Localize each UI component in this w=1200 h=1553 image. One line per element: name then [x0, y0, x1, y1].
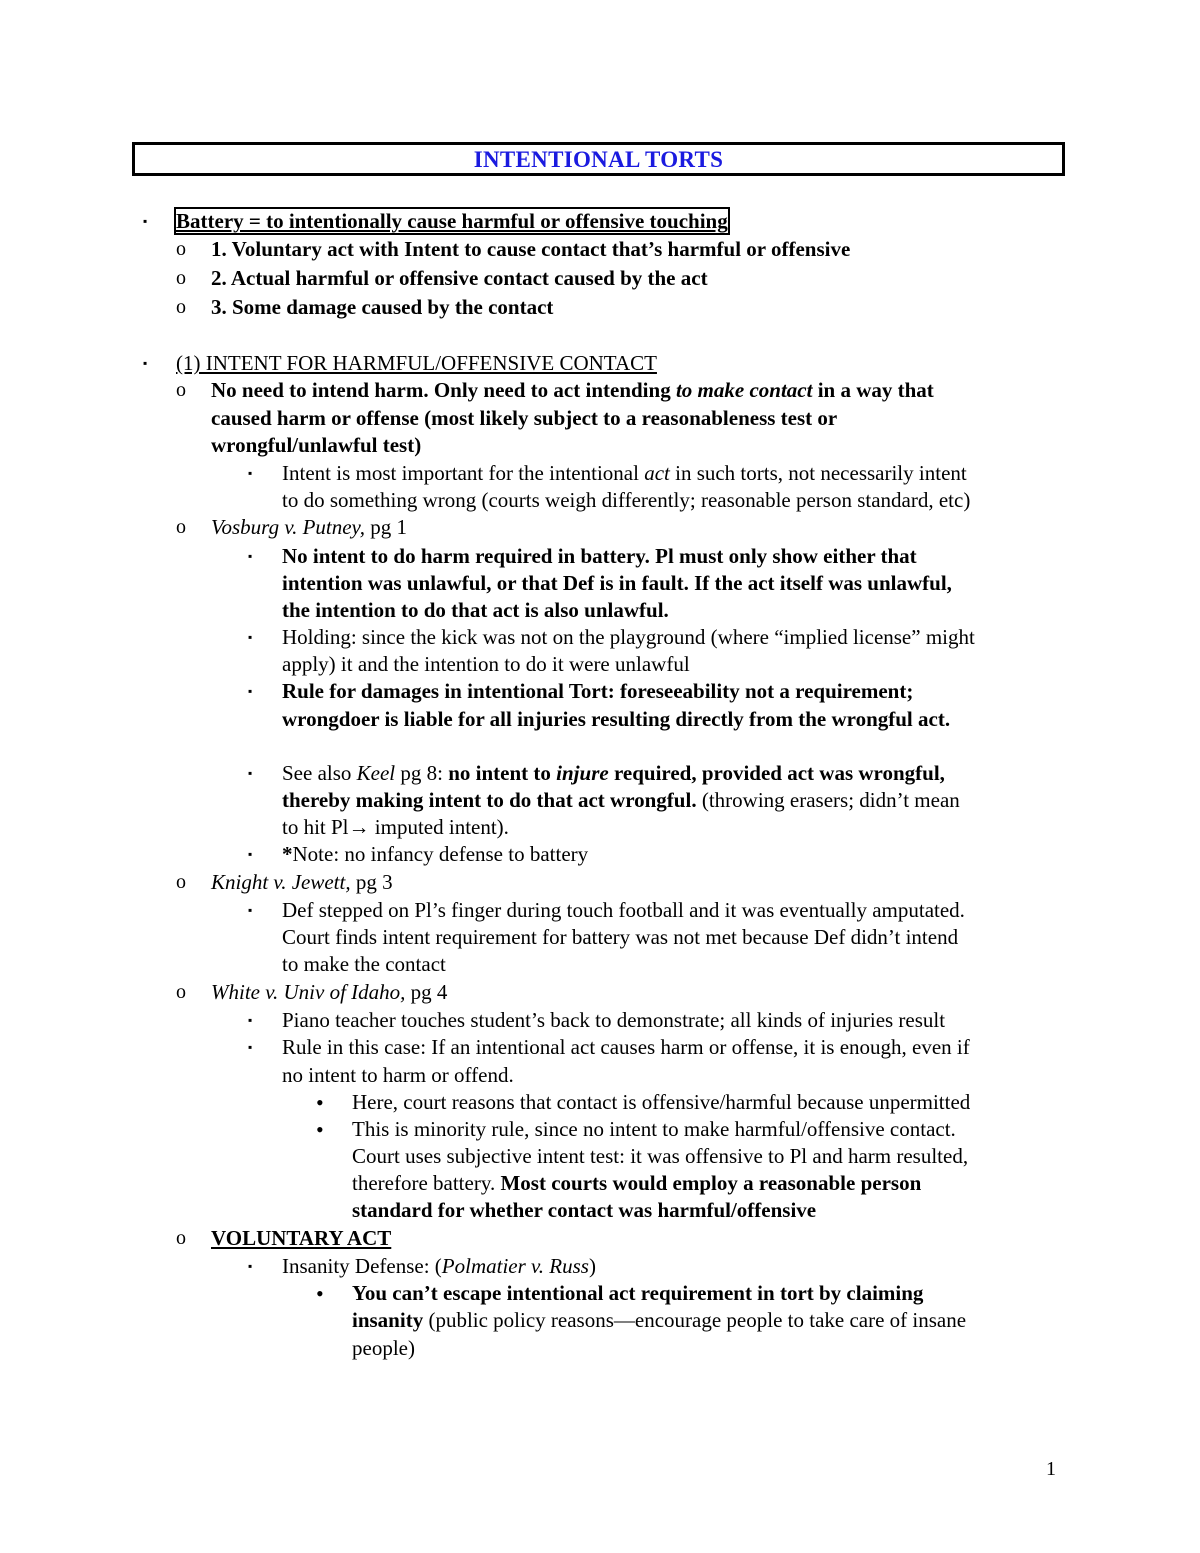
circle-bullet-icon: o: [176, 379, 186, 401]
vosburg-rule-1: No intent to do harm required in battery. Pl must only show either that: [282, 544, 917, 568]
knight-line-2: Court finds intent requirement for battery was not met because Def didn’t intend: [282, 925, 959, 949]
square-bullet-icon: ▪: [248, 1259, 253, 1273]
square-bullet-icon: ▪: [248, 1040, 253, 1054]
battery-heading: Battery = to intentionally cause harmful or offensive touching: [176, 209, 728, 233]
white-sub-1: Here, court reasons that contact is offensive/harmful because unpermitted: [352, 1090, 971, 1114]
square-bullet-icon: ▪: [143, 214, 148, 228]
square-bullet-icon: ▪: [143, 356, 148, 370]
square-bullet-icon: ▪: [248, 684, 253, 698]
battery-element-3: 3. Some damage caused by the contact: [211, 295, 554, 319]
page-title: INTENTIONAL TORTS: [473, 147, 724, 172]
square-bullet-icon: ▪: [248, 903, 253, 917]
vosburg-holding-1: Holding: since the kick was not on the playground (where “implied license” might: [282, 625, 975, 649]
circle-bullet-icon: o: [176, 267, 186, 289]
white-sub-2-line-4: standard for whether contact was harmful/offensive: [352, 1198, 817, 1222]
vosburg-damages-1: Rule for damages in intentional Tort: foreseeability not a requirement;: [282, 679, 914, 703]
circle-bullet-icon: o: [176, 871, 186, 893]
insanity-line-2: insanity (public policy reasons—encourage people to take care of insane: [352, 1308, 967, 1332]
white-sub-2-line-3: therefore battery. Most courts would employ a reasonable person: [352, 1171, 922, 1195]
dot-bullet-icon: •: [316, 1090, 324, 1115]
circle-bullet-icon: o: [176, 296, 186, 318]
square-bullet-icon: ▪: [248, 466, 253, 480]
knight-case: Knight v. Jewett, pg 3: [211, 870, 393, 894]
infancy-note: *Note: no infancy defense to battery: [282, 842, 589, 866]
square-bullet-icon: ▪: [248, 630, 253, 644]
white-rule-1: Rule in this case: If an intentional act causes harm or offense, it is enough, even if: [282, 1035, 970, 1059]
white-case: White v. Univ of Idaho, pg 4: [211, 980, 448, 1004]
circle-bullet-icon: o: [176, 1227, 186, 1249]
square-bullet-icon: ▪: [248, 766, 253, 780]
no-need-line-1: No need to intend harm. Only need to act intending to make contact in a way that: [211, 378, 934, 402]
square-bullet-icon: ▪: [248, 1013, 253, 1027]
battery-element-2: 2. Actual harmful or offensive contact caused by the act: [211, 266, 708, 290]
square-bullet-icon: ▪: [248, 847, 253, 861]
vosburg-rule-3: the intention to do that act is also unlawful.: [282, 598, 669, 622]
no-need-line-2: caused harm or offense (most likely subject to a reasonableness test or: [211, 406, 838, 430]
white-rule-2: no intent to harm or offend.: [282, 1063, 514, 1087]
square-bullet-icon: ▪: [248, 549, 253, 563]
no-need-line-3: wrongful/unlawful test): [211, 433, 422, 457]
intent-heading: (1) INTENT FOR HARMFUL/OFFENSIVE CONTACT: [176, 351, 657, 375]
white-sub-2-line-1: This is minority rule, since no intent to make harmful/offensive contact.: [352, 1117, 956, 1141]
vosburg-case: Vosburg v. Putney, pg 1: [211, 515, 407, 539]
keel-line-3: to hit Pl→ imputed intent).: [282, 815, 509, 839]
circle-bullet-icon: o: [176, 516, 186, 538]
insanity-defense: Insanity Defense: (Polmatier v. Russ): [282, 1254, 596, 1278]
intent-note-line-1: Intent is most important for the intentional act in such torts, not necessarily intent: [282, 461, 967, 485]
vosburg-rule-2: intention was unlawful, or that Def is in fault. If the act itself was unlawful,: [282, 571, 952, 595]
white-fact: Piano teacher touches student’s back to demonstrate; all kinds of injuries result: [282, 1008, 946, 1032]
title-box: [132, 142, 1065, 176]
battery-element-1: 1. Voluntary act with Intent to cause contact that’s harmful or offensive: [211, 237, 851, 261]
page-number: 1: [1046, 1458, 1056, 1480]
circle-bullet-icon: o: [176, 238, 186, 260]
dot-bullet-icon: •: [316, 1281, 324, 1306]
keel-line-2: thereby making intent to do that act wrongful. (throwing erasers; didn’t mean: [282, 788, 960, 812]
knight-line-3: to make the contact: [282, 952, 446, 976]
knight-line-1: Def stepped on Pl’s finger during touch football and it was eventually amputated.: [282, 898, 965, 922]
vosburg-holding-2: apply) it and the intention to do it were unlawful: [282, 652, 690, 676]
circle-bullet-icon: o: [176, 981, 186, 1003]
arrow-icon: →: [348, 815, 370, 839]
vosburg-damages-2: wrongdoer is liable for all injuries resulting directly from the wrongful act.: [282, 707, 951, 731]
voluntary-act-heading: VOLUNTARY ACT: [211, 1226, 392, 1250]
dot-bullet-icon: •: [316, 1117, 324, 1142]
keel-line-1: See also Keel pg 8: no intent to injure required, provided act was wrongful,: [282, 761, 945, 785]
insanity-line-3: people): [352, 1336, 415, 1360]
intent-note-line-2: to do something wrong (courts weigh differently; reasonable person standard, etc): [282, 488, 971, 512]
insanity-line-1: You can’t escape intentional act requirement in tort by claiming: [352, 1281, 924, 1305]
white-sub-2-line-2: Court uses subjective intent test: it was offensive to Pl and harm resulted,: [352, 1144, 969, 1168]
